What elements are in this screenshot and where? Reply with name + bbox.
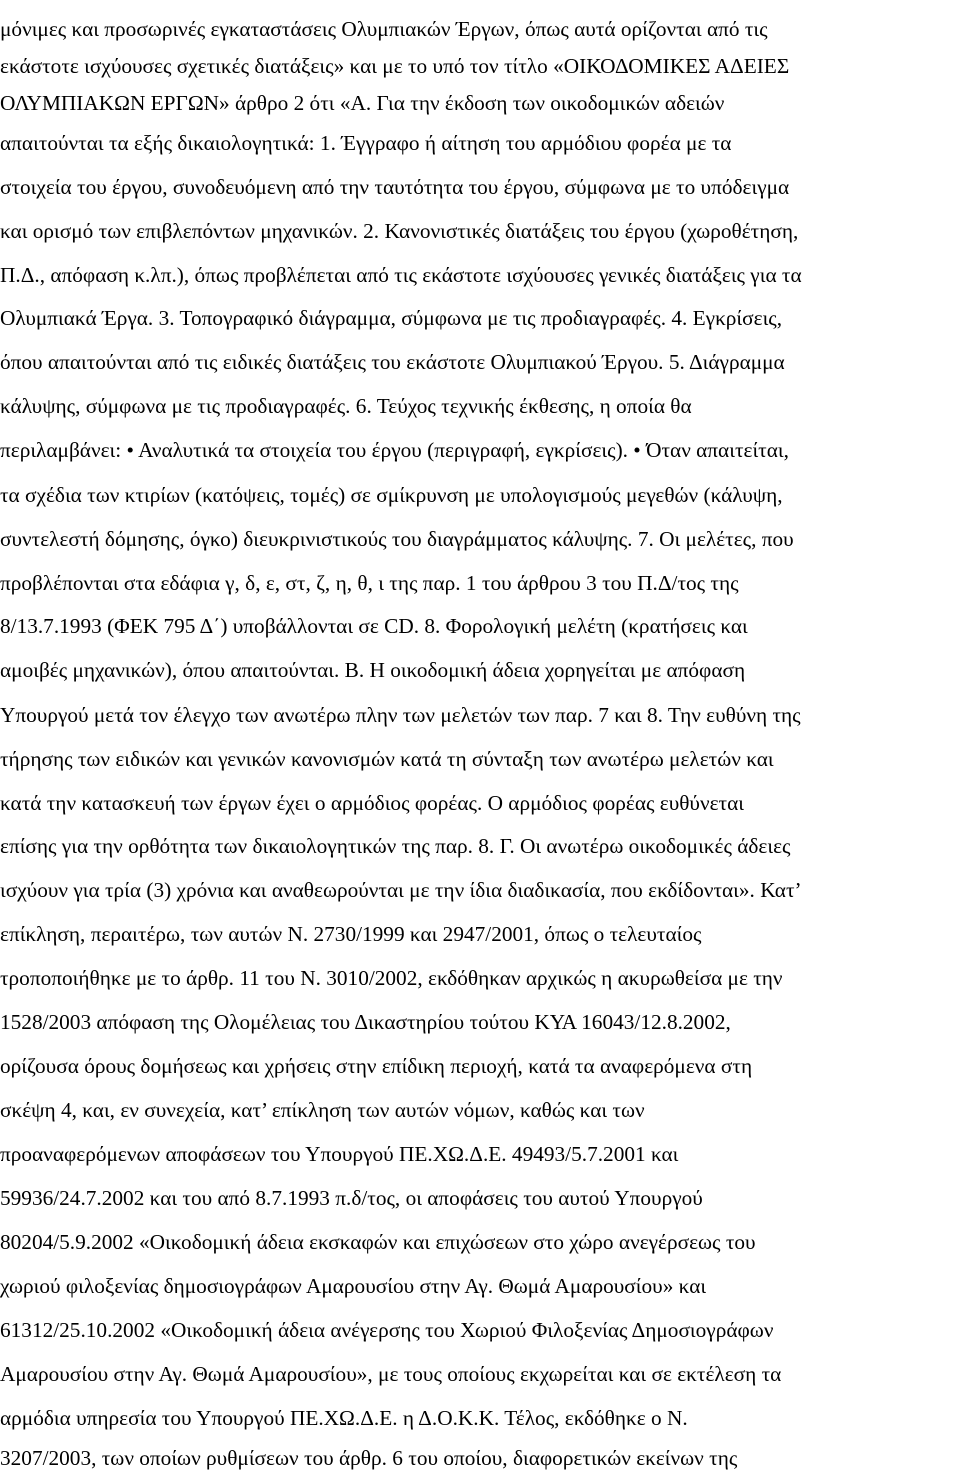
text-line: αρμόδια υπηρεσία του Υπουργού ΠΕ.ΧΩ.Δ.Ε. η Δ.Ο.Κ.Κ. Τέλος, εκδόθηκε ο Ν. [0,1406,688,1430]
text-line: απαιτούνται τα εξής δικαιολογητικά: 1. Έγγραφο ή αίτηση του αρμόδιου φορέα με τα [0,131,732,155]
text-line: προβλέπονται στα εδάφια γ, δ, ε, στ, ζ, η, θ, ι της παρ. 1 του άρθρου 3 του Π.Δ/τος της [0,571,739,595]
text-line: Υπουργού μετά τον έλεγχο των ανωτέρω πλην των μελετών των παρ. 7 και 8. Την ευθύνη της [0,703,801,727]
text-line: κατά την κατασκευή των έργων έχει ο αρμόδιος φορέας. Ο αρμόδιος φορέας ευθύνεται [0,791,744,815]
text-line: τήρησης των ειδικών και γενικών κανονισμών κατά τη σύνταξη των ανωτέρω μελετών και [0,747,774,771]
text-line: επίκληση, περαιτέρω, των αυτών Ν. 2730/1999 και 2947/2001, όπως ο τελευταίος [0,922,702,946]
text-line: 61312/25.10.2002 «Οικοδομική άδεια ανέγερσης του Χωριού Φιλοξενίας Δημοσιογράφων [0,1318,774,1342]
text-line: ορίζουσα όρους δομήσεως και χρήσεις στην επίδικη περιοχή, κατά τα αναφερόμενα στη [0,1054,753,1078]
text-line: τα σχέδια των κτιρίων (κατόψεις, τομές) σε σμίκρυνση με υπολογισμούς μεγεθών (κάλυψη, [0,483,783,507]
text-line: μόνιμες και προσωρινές εγκαταστάσεις Ολυμπιακών Έργων, όπως αυτά ορίζονται από τις [0,17,768,41]
text-line: και ορισμό των επιβλεπόντων μηχανικών. 2. Κανονιστικές διατάξεις του έργου (χωροθέτηση, [0,219,799,243]
text-line: προαναφερόμενων αποφάσεων του Υπουργού ΠΕ.ΧΩ.Δ.Ε. 49493/5.7.2001 και [0,1142,679,1166]
text-line: 59936/24.7.2002 και του από 8.7.1993 π.δ/τος, οι αποφάσεις του αυτού Υπουργού [0,1186,703,1210]
text-line: χωριού φιλοξενίας δημοσιογράφων Αμαρουσίου στην Αγ. Θωμά Αμαρουσίου» και [0,1274,707,1298]
text-line: 3207/2003, των οποίων ρυθμίσεων του άρθρ. 6 του οποίου, διαφορετικών εκείνων της [0,1446,738,1470]
text-line: τροποποιήθηκε με το άρθρ. 11 του Ν. 3010/2002, εκδόθηκαν αρχικώς η ακυρωθείσα με την [0,966,783,990]
text-line: εκάστοτε ισχύουσες σχετικές διατάξεις» και με το υπό τον τίτλο «ΟΙΚΟΔΟΜΙΚΕΣ ΑΔΕΙΕΣ [0,54,790,78]
text-line: επίσης για την ορθότητα των δικαιολογητικών της παρ. 8. Γ. Οι ανωτέρω οικοδομικές άδειες [0,834,791,858]
text-line: Αμαρουσίου στην Αγ. Θωμά Αμαρουσίου», με τους οποίους εκχωρείται και σε εκτέλεση τα [0,1362,782,1386]
text-line: σκέψη 4, και, εν συνεχεία, κατ’ επίκληση των αυτών νόμων, καθώς και των [0,1098,645,1122]
text-line: 80204/5.9.2002 «Οικοδομική άδεια εκσκαφών και επιχώσεων στο χώρο ανεγέρσεως του [0,1230,756,1254]
text-line: περιλαμβάνει: • Αναλυτικά τα στοιχεία του έργου (περιγραφή, εγκρίσεις). • Όταν απαιτείται, [0,438,789,462]
text-line: αμοιβές μηχανικών), όπου απαιτούνται. Β. Η οικοδομική άδεια χορηγείται με απόφαση [0,658,746,682]
text-line: ισχύουν για τρία (3) χρόνια και αναθεωρούνται με την ίδια διαδικασία, που εκδίδονται». Κατ’ [0,878,802,902]
text-line: 1528/2003 απόφαση της Ολομέλειας του Δικαστηρίου τούτου ΚΥΑ 16043/12.8.2002, [0,1010,731,1034]
text-line: στοιχεία του έργου, συνοδευόμενη από την ταυτότητα του έργου, σύμφωνα με το υπόδειγμα [0,175,790,199]
text-line: ΟΛΥΜΠΙΑΚΩΝ ΕΡΓΩΝ» άρθρο 2 ότι «Α. Για την έκδοση των οικοδομικών αδειών [0,91,725,115]
text-line: Ολυμπιακά Έργα. 3. Τοπογραφικό διάγραμμα, σύμφωνα με τις προδιαγραφές. 4. Εγκρίσεις, [0,306,783,330]
text-line: όπου απαιτούνται από τις ειδικές διατάξεις του εκάστοτε Ολυμπιακού Έργου. 5. Διάγραμμα [0,350,785,374]
text-line: κάλυψης, σύμφωνα με τις προδιαγραφές. 6. Τεύχος τεχνικής έκθεσης, η οποία θα [0,394,692,418]
text-line: 8/13.7.1993 (ΦΕΚ 795 Δ΄) υποβάλλονται σε CD. 8. Φορολογική μελέτη (κρατήσεις και [0,614,748,638]
text-line: Π.Δ., απόφαση κ.λπ.), όπως προβλέπεται από τις εκάστοτε ισχύουσες γενικές διατάξεις για τα [0,263,802,287]
text-line: συντελεστή δόμησης, όγκο) διευκρινιστικούς του διαγράμματος κάλυψης. 7. Οι μελέτες, που [0,527,794,551]
